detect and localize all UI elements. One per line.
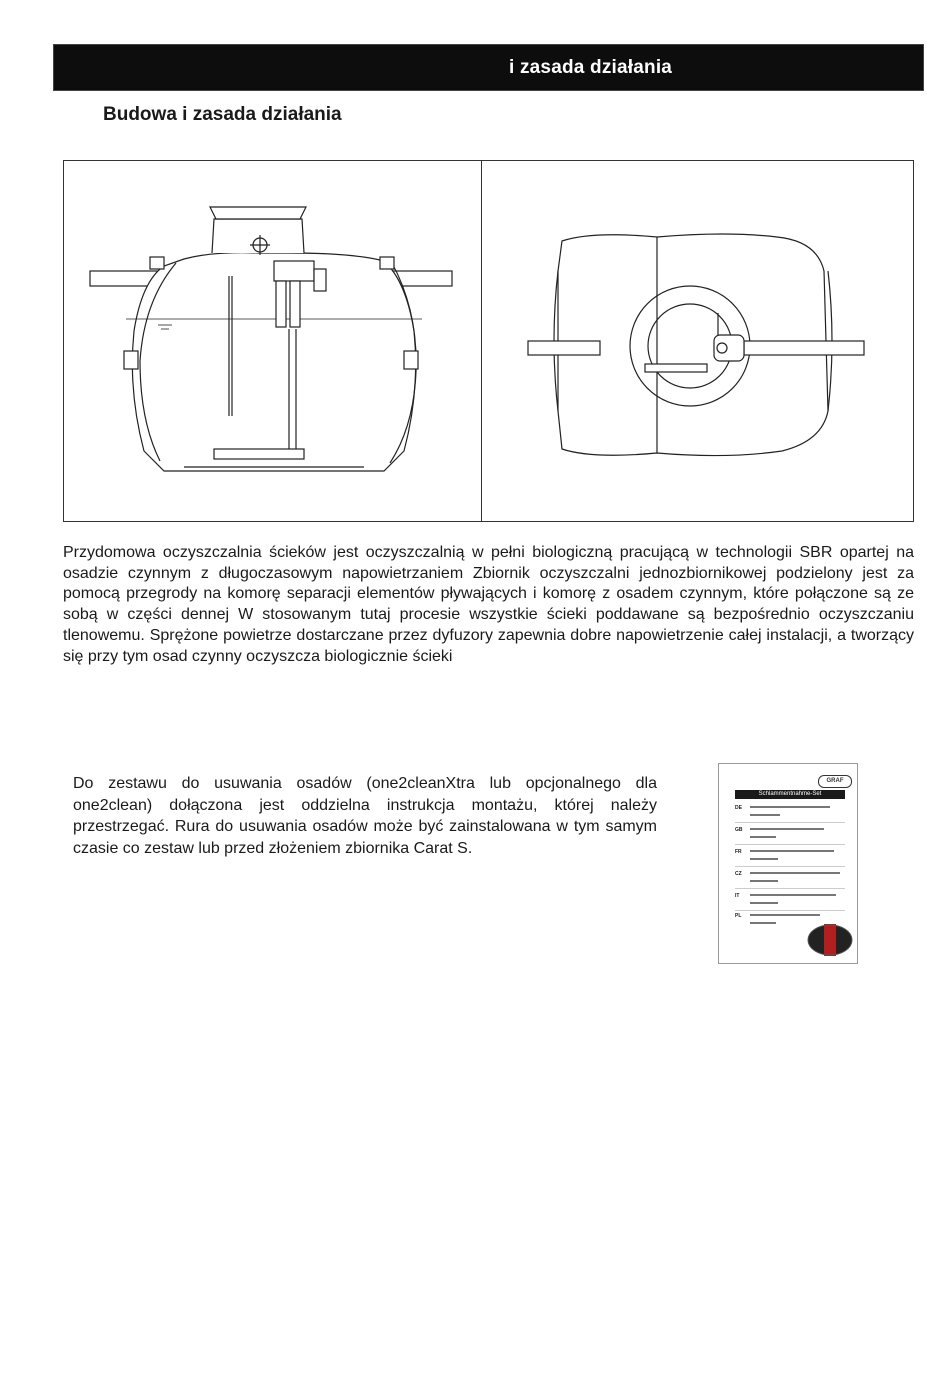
manual-row [735, 890, 845, 911]
section-heading: Budowa i zasada działania [103, 104, 342, 125]
page-header-bar [53, 44, 924, 91]
tank-top-view-drawing [482, 161, 914, 521]
page-header-title: i zasada działania [509, 57, 673, 78]
sludge-removal-note: Do zestawu do usuwania osadów (one2cleanXtra lub opcjonalnego dla one2clean) dołączona jest oddzielna instrukcja montażu, której należy przestrzegać. Rura do usuwania osadów może być zainstalowana w tym samym czasie co zestaw lub przed złożeniem zbiornika Carat S. [73, 775, 657, 857]
language-code: IT [735, 893, 740, 899]
tank-product-image [805, 919, 855, 959]
language-code: FR [735, 849, 742, 855]
language-code: CZ [735, 871, 742, 877]
tank-cross-section-drawing [64, 161, 481, 521]
manual-row [735, 824, 845, 845]
language-code: DE [735, 805, 742, 811]
manual-row [735, 868, 845, 889]
description-paragraph: Przydomowa oczyszczalnia ścieków jest oczyszczalnią w pełni biologiczną pracującą w technologii SBR opartej na osadzie czynnym z długoczasowym napowietrzaniem Zbiornik oczyszczalni jednozbiornikowej podzielony jest za pomocą przegrody na komorę separacji elementów pływających i komorę z osadem czynnym, które połączone są ze sobą w części dennej W stosowanym tutaj procesie wszystkie ścieki poddawane są bezpośrednio oczyszczaniu tlenowemu. Sprężone powietrze dostarczane przez dyfuzory zapewnia dobre napowietrzenie całej instalacji, a tworzący się przy tym osad czynny oczyszcza biologicznie ścieki [63, 544, 914, 665]
manual-row [735, 802, 845, 823]
language-code: PL [735, 913, 742, 919]
tank-diagram-figure [63, 160, 914, 522]
language-code: GB [735, 827, 743, 833]
manual-title: Schlammentnahme-Set [735, 790, 845, 799]
manual-cover-thumbnail [718, 763, 858, 964]
graf-logo: GRAF [818, 775, 852, 788]
manual-row [735, 846, 845, 867]
